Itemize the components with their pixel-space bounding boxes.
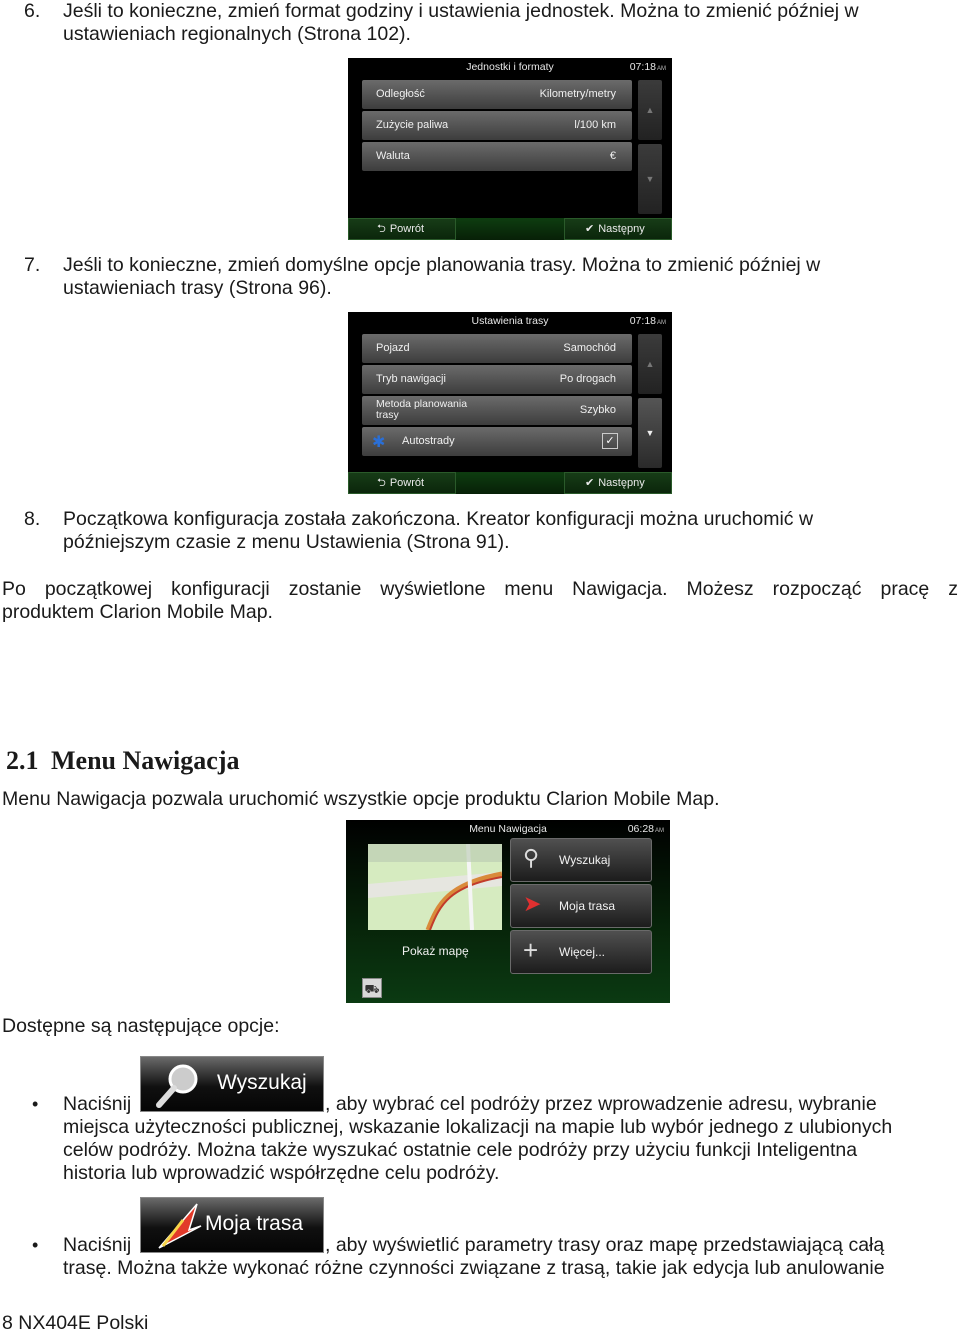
screen-title-bar (346, 820, 670, 838)
bullet-press: Naciśnij (63, 1234, 132, 1256)
arrow-down-icon: ▼ (645, 174, 655, 184)
step-text-line: późniejszym czasie z menu Ustawienia (Strona 91). (63, 531, 510, 553)
back-arrow-icon: ⮌ (377, 477, 386, 489)
highway-icon: ✱ (372, 434, 386, 451)
search-inline-button: Wyszukaj (140, 1056, 324, 1112)
next-button[interactable]: ✔ Następny (564, 472, 672, 494)
plus-icon: + (523, 935, 539, 965)
step-text-line: ustawieniach regionalnych (Strona 102). (63, 23, 411, 45)
section-title: Menu Nawigacja (51, 746, 240, 775)
show-map-button[interactable]: Pokaż mapę (402, 944, 469, 958)
route-flag-icon: ➤ (523, 891, 542, 916)
section-heading (6, 746, 239, 776)
navigation-menu-screenshot (346, 820, 670, 1003)
setting-row-distance[interactable]: Odległość Kilometry/metry (362, 80, 632, 109)
options-intro: Dostępne są następujące opcje: (2, 1015, 280, 1037)
paragraph-line: produktem Clarion Mobile Map. (2, 601, 273, 623)
setting-row-fuel[interactable]: Zużycie paliwa l/100 km (362, 111, 632, 140)
route-settings-screenshot (348, 312, 672, 494)
clock: 06:28AM (627, 823, 664, 835)
bullet-press: Naciśnij (63, 1093, 132, 1115)
step-text-line: Jeśli to konieczne, zmień domyślne opcje planowania trasy. Można to zmienić później w (63, 254, 821, 276)
screen-title: Menu Nawigacja (469, 823, 547, 835)
my-route-button[interactable]: ➤ Moja trasa (510, 884, 652, 928)
arrow-up-icon: ▲ (645, 105, 655, 115)
scroll-up-button[interactable] (638, 80, 662, 140)
setting-row-planning-method[interactable]: Metoda planowania trasy Szybko (362, 396, 632, 425)
screen-title-bar (348, 58, 672, 76)
more-button[interactable]: + Więcej... (510, 930, 652, 974)
setting-row-vehicle[interactable]: Pojazd Samochód (362, 334, 632, 363)
bullet-text-line: , aby wybrać cel podróży przez wprowadzenie adresu, wybranie (325, 1093, 877, 1115)
setting-row-currency[interactable]: Waluta € (362, 142, 632, 171)
checkmark-icon: ✔ (585, 223, 595, 235)
bullet: • (32, 1235, 39, 1255)
back-arrow-icon: ⮌ (377, 223, 386, 235)
map-preview[interactable] (368, 844, 502, 930)
scroll-up-button[interactable] (638, 334, 662, 394)
bullet-text-line: historia lub wprowadzić współrzędne celu podróży. (63, 1162, 500, 1184)
magnifier-icon (153, 1061, 203, 1109)
step-number: 7. (24, 254, 41, 276)
section-number: 2.1 (6, 746, 39, 775)
bullet-text-line: , aby wyświetlić parametry trasy oraz mapę przedstawiającą całą (325, 1234, 885, 1256)
step-text-line: Jeśli to konieczne, zmień format godziny i ustawienia jednostek. Można to zmienić później w (63, 0, 859, 22)
scroll-down-button[interactable] (638, 144, 662, 214)
bullet-text-line: miejsca użyteczności publicznej, wskazanie lokalizacji na mapie lub wybór jednego z ulubionych (63, 1116, 893, 1138)
bullet-text-line: trasę. Można także wykonać różne czynności związane z trasą, takie jak edycja lub anulowanie (63, 1257, 885, 1279)
step-text-line: Początkowa konfiguracja została zakończona. Kreator konfiguracji można uruchomić w (63, 508, 814, 530)
next-button[interactable]: ✔ Następny (564, 218, 672, 240)
page-footer: 8 NX404E Polski (2, 1312, 149, 1334)
screen-title: Ustawienia trasy (471, 315, 549, 327)
map-preview-image (368, 844, 502, 930)
units-formats-screenshot (348, 58, 672, 240)
step-number: 8. (24, 508, 41, 530)
checkmark-icon: ✔ (585, 477, 595, 489)
clock: 07:18AM (629, 61, 666, 73)
step-text-line: ustawieniach trasy (Strona 96). (63, 277, 332, 299)
highways-checkbox[interactable]: ✓ (602, 433, 618, 449)
magnifier-icon: ⚲ (523, 845, 540, 870)
back-button[interactable]: ⮌ Powrót (348, 472, 456, 494)
setting-row-highways[interactable]: ✱ Autostrady ✓ (362, 427, 632, 456)
arrow-up-icon: ▲ (645, 359, 655, 369)
paragraph-line: Po początkowej konfiguracji zostanie wyświetlone menu Nawigacja. Możesz rozpocząć pracę z (2, 578, 958, 600)
screen-title-bar (348, 312, 672, 330)
route-flag-icon (153, 1200, 203, 1252)
bullet: • (32, 1094, 39, 1114)
search-button[interactable]: ⚲ Wyszukaj (510, 838, 652, 882)
back-button[interactable]: ⮌ Powrót (348, 218, 456, 240)
scroll-down-button[interactable] (638, 398, 662, 468)
step-number: 6. (24, 0, 41, 22)
setting-row-nav-mode[interactable]: Tryb nawigacji Po drogach (362, 365, 632, 394)
section-intro: Menu Nawigacja pozwala uruchomić wszystkie opcje produktu Clarion Mobile Map. (2, 788, 720, 810)
my-route-inline-button: Moja trasa (140, 1197, 324, 1253)
clock: 07:18AM (629, 315, 666, 327)
screen-title: Jednostki i formaty (466, 61, 554, 73)
arrow-down-icon: ▼ (645, 428, 655, 438)
bullet-text-line: celów podróży. Można także wyszukać ostatnie cele podróży przy użyciu funkcji Inteligentna (63, 1139, 858, 1161)
vehicle-icon[interactable]: ⛟ (362, 978, 382, 998)
